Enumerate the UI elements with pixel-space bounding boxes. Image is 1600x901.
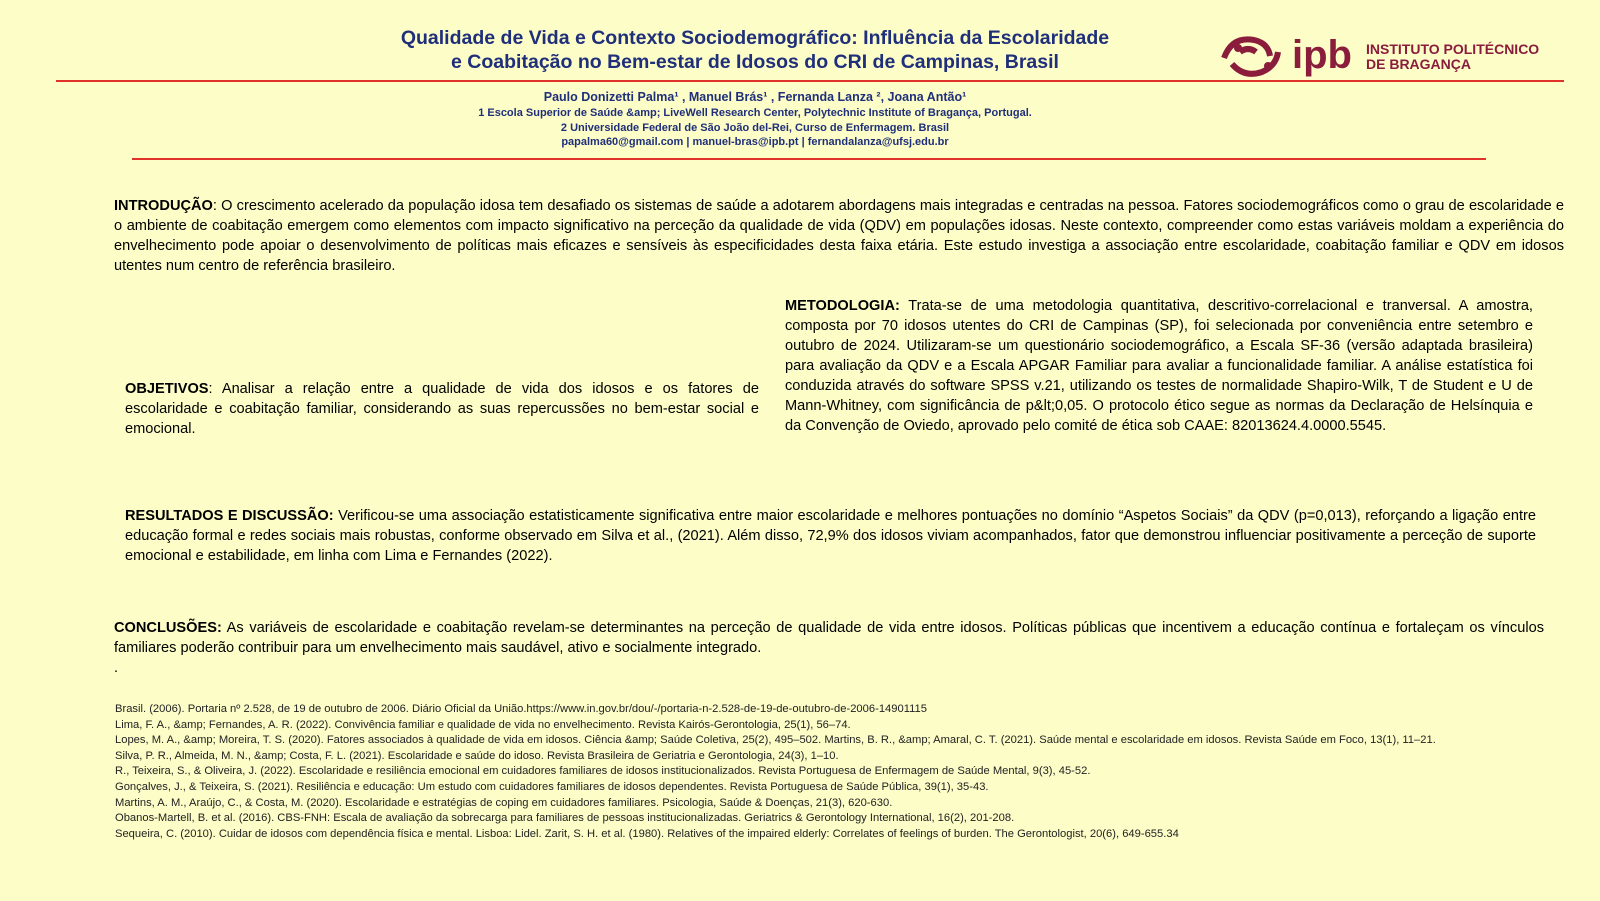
reference-item: Silva, P. R., Almeida, M. N., &amp; Costa, F. L. (2021). Escolaridade e saúde do idoso. Revista Brasileira de Geriatria e Gerontologia, 24(3), 1–10.	[115, 749, 839, 762]
title-line-1: Qualidade de Vida e Contexto Sociodemográfico: Influência da Escolaridade	[400, 27, 1110, 49]
objetivos-heading: OBJETIVOS	[125, 381, 209, 397]
resultados-text: Verificou-se uma associação estatisticamente significativa entre maior escolaridade e melhores pontuações no domínio “Aspetos Sociais” da QDV (p=0,013), reforçando a ligação entre educação formal e redes sociais mais robustas, conforme observado em Silva et al., (2021). Além disso, 72,9% dos idosos viviam acompanhados, fator que demonstrou influenciar positivamente a perceção de suporte emocional e estabilidade, em linha com Lima e Fernandes (2022).	[125, 508, 1536, 564]
reference-item: Sequeira, C. (2010). Cuidar de idosos com dependência física e mental. Lisboa: Lidel. Zarit, S. H. et al. (1980). Relatives of the impaired elderly: Correlates of feelings of burden. The Gerontologist, 20(6), 649-655.34	[115, 827, 1179, 840]
ipb-emblem-icon	[1218, 30, 1558, 82]
logo-acronym: ipb	[1292, 33, 1352, 77]
reference-item: Brasil. (2006). Portaria nº 2.528, de 19 de outubro de 2006. Diário Oficial da União.https://www.in.gov.br/dou/-/portaria-n-2.528-de-19-de-outubro-de-2006-14901115	[115, 703, 927, 715]
reference-item: Martins, A. M., Araújo, C., & Costa, M. (2020). Escolaridade e estratégias de coping em cuidadores familiares. Psicologia, Saúde & Doenças, 21(3), 620-630.	[115, 796, 893, 809]
reference-item: R., Teixeira, S., & Oliveira, J. (2022). Escolaridade e resiliência emocional em cuidadores familiares de idosos institucionalizados. Revista Portuguesa de Enfermagem de Saúde Mental, 9(3), 45-52.	[115, 765, 1091, 778]
poster-title	[360, 26, 1150, 74]
logo-name-line-2: DE BRAGANÇA	[1366, 56, 1471, 72]
ipb-logo	[1218, 30, 1558, 82]
metodologia-text: Trata-se de uma metodologia quantitativa, descritivo-correlacional e tranversal. A amostra, composta por 70 idosos utentes do CRI de Campinas (SP), foi selecionada por conveniência entre setembro e outubro de 2024. Utilizaram-se um questionário sociodemográfico, a Escala SF-36 (versão adaptada brasileira) para avaliação da QDV e a Escala APGAR Familiar para avaliar a funcionalidade familiar. A análise estatística foi conduzida através do software SPSS v.21, utilizando os testes de normalidade Shapiro-Wilk, T de Student e U de Mann-Whitney, com significância de p&lt;0,05. O protocolo ético segue as normas da Declaração de Helsínquia e da Convenção de Oviedo, aprovado pelo comité de ética sob CAAE: 82013624.4.0000.5545.	[785, 298, 1533, 434]
conclusoes-text: As variáveis de escolaridade e coabitação revelam-se determinantes na perceção de qualidade de vida entre idosos. Políticas públicas que incentivem a educação contínua e fortaleçam os vínculos familiares poderão contribuir para um envelhecimento mais saudável, ativo e socialmente integrado.	[114, 620, 1544, 656]
authors-divider	[132, 158, 1486, 160]
conclusoes-heading: CONCLUSÕES:	[114, 620, 222, 636]
author-emails: papalma60@gmail.com | manuel-bras@ipb.pt | fernandalanza@ufsj.edu.br	[561, 136, 949, 148]
section-conclusoes	[114, 618, 1544, 678]
reference-item: Obanos-Martell, B. et al. (2016). CBS-FNH: Escala de avaliação da sobrecarga para familiares de pessoas institucionalizadas. Geriatrics & Gerontology International, 16(2), 201-208.	[115, 812, 1015, 825]
logo-name-line-1: INSTITUTO POLITÉCNICO	[1366, 41, 1540, 57]
conclusoes-trailing: .	[114, 660, 119, 676]
reference-item: Lopes, M. A., &amp; Moreira, T. S. (2020). Fatores associados à qualidade de vida em idosos. Ciência &amp; Saúde Coletiva, 25(2), 495–502. Martins, B. R., &amp; Amaral, C. T. (2021). Saúde mental e escolaridade em idosos. Revista Saúde em Foco, 13(1), 11–21.	[115, 734, 1436, 747]
title-line-2: e Coabitação no Bem-estar de Idosos do CRI de Campinas, Brasil	[451, 51, 1059, 73]
introducao-heading: INTRODUÇÃO	[114, 198, 213, 214]
reference-item: Gonçalves, J., & Teixeira, S. (2021). Resiliência e educação: Um estudo com cuidadores familiares de idosos dependentes. Revista Portuguesa de Saúde Pública, 39(1), 35-43.	[115, 780, 989, 793]
references-list	[115, 702, 1555, 842]
author-names: Paulo Donizetti Palma¹ , Manuel Brás¹ , Fernanda Lanza ², Joana Antão¹	[543, 90, 967, 104]
header-divider	[56, 80, 1564, 82]
section-objetivos	[125, 379, 759, 439]
affiliation-1: 1 Escola Superior de Saúde &amp; LiveWell Research Center, Polytechnic Institute of Bragança, Portugal.	[478, 107, 1032, 119]
section-introducao	[114, 196, 1564, 276]
authors-block	[360, 89, 1150, 150]
metodologia-heading: METODOLOGIA:	[785, 298, 900, 314]
affiliation-2: 2 Universidade Federal de São João del-Rei, Curso de Enfermagem. Brasil	[560, 121, 950, 134]
section-resultados	[125, 506, 1536, 566]
reference-item: Lima, F. A., &amp; Fernandes, A. R. (2022). Convivência familiar e qualidade de vida no envelhecimento. Revista Kairós-Gerontologia, 25(1), 56–74.	[115, 718, 851, 731]
introducao-text: : O crescimento acelerado da população idosa tem desafiado os sistemas de saúde a adotarem abordagens mais integradas e centradas na pessoa. Fatores sociodemográficos como o grau de escolaridade e o ambiente de coabitação emergem como elementos com impacto significativo na perceção da qualidade de vida (QDV) em populações idosas. Neste contexto, compreender como estas variáveis moldam a experiência do envelhecimento pode apoiar o desenvolvimento de políticas mais eficazes e sensíveis às especificidades desta faixa etária. Este estudo investiga a associação entre escolaridade, coabitação familiar e QDV em idosos utentes num centro de referência brasileiro.	[114, 198, 1564, 274]
resultados-heading: RESULTADOS E DISCUSSÃO:	[125, 508, 334, 524]
section-metodologia	[785, 296, 1533, 436]
objetivos-text: : Analisar a relação entre a qualidade de vida dos idosos e os fatores de escolaridade e coabitação familiar, considerando as suas repercussões no bem-estar social e emocional.	[125, 381, 759, 437]
